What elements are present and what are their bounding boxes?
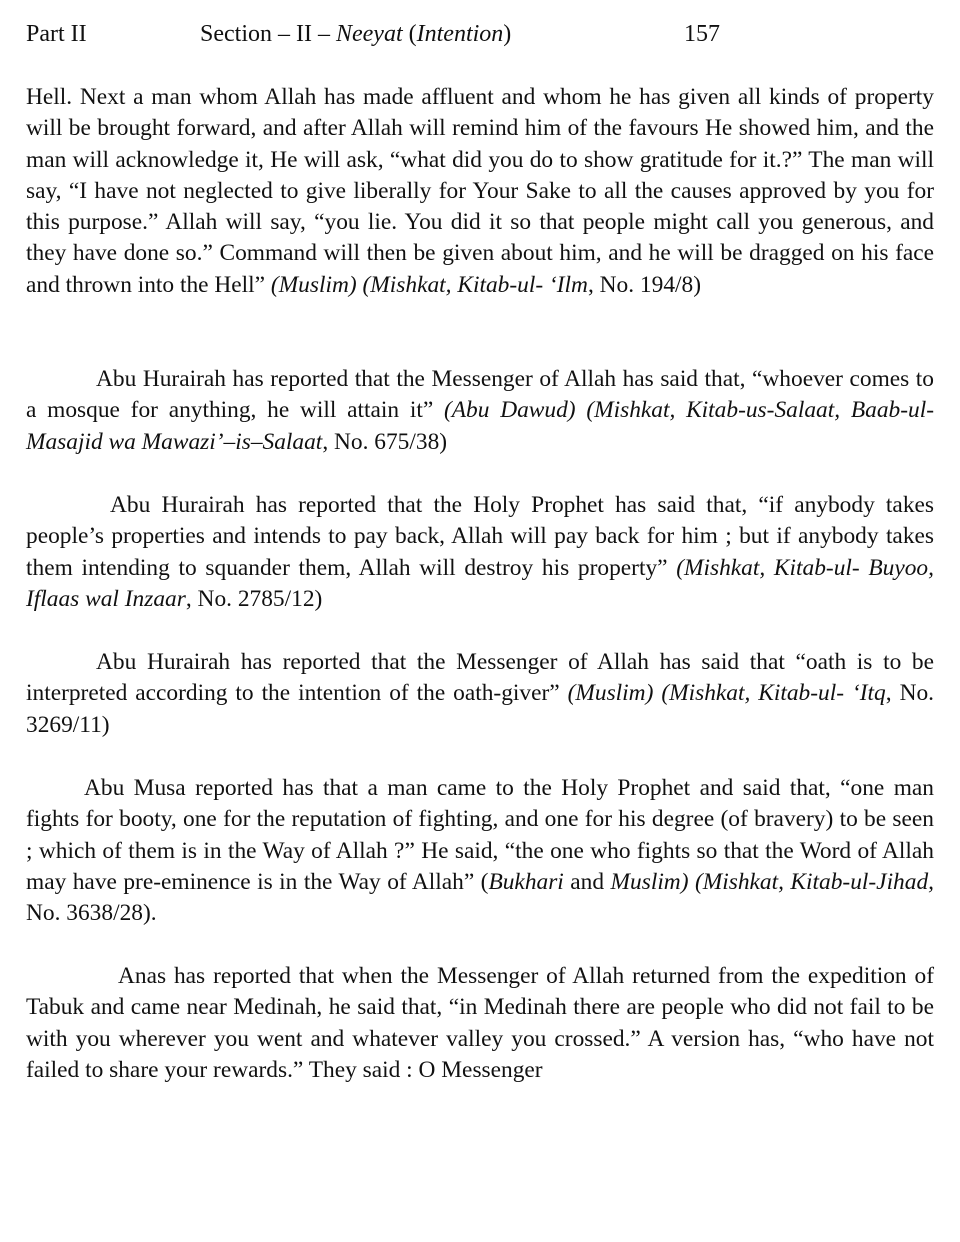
document-page: [26, 18, 934, 1083]
reference-book: (Mishkat, Kitab-ul- ‘Ilm: [356, 271, 588, 298]
running-header: [26, 18, 934, 54]
reference-source: (Muslim): [567, 680, 654, 707]
section-paren-open: (: [402, 21, 417, 47]
reference-number: , No. 675/38): [322, 428, 448, 455]
paragraph-text: Anas has reported that when the Messenger of Allah returned from the expedition of Tabuk and came near Medinah, he said that, “in Medinah there are people who did not fail to be with you wherever you went and whatever valley you crossed.” A version has, “who have not failed to share your rewards.” They said : O Messenger: [26, 963, 934, 1083]
reference-source: (Muslim): [270, 271, 357, 298]
reference-book: Muslim) (Mishkat, Kitab-ul-Jihad,: [610, 868, 934, 895]
section-title: [200, 18, 511, 50]
reference-number: , No. 3269/11): [26, 680, 934, 738]
section-paren-close: ): [503, 21, 512, 47]
section-subtitle: Intention: [416, 21, 504, 47]
reference-book: (Mishkat, Kitab-us-Salaat, Baab-ul-Masajid wa Mawazi’–is–Salaat: [26, 397, 934, 455]
paragraph-3: [26, 490, 934, 615]
page-number: 157: [684, 21, 720, 47]
reference-book: (Mishkat, Kitab-ul- ‘Itq: [653, 680, 886, 707]
reference-number: , No. 194/8): [587, 271, 702, 298]
reference-book: (Mishkat, Kitab-ul- Buyoo, Iflaas wal Inzaar: [26, 554, 934, 612]
paragraph-1: [26, 82, 934, 301]
paragraph-4: [26, 647, 934, 741]
reference-number: No. 3638/28).: [26, 900, 157, 927]
paragraph-text: Abu Musa reported has that a man came to the Holy Prophet and said that, “one man fights for booty, one for the reputation of fighting, and one for his degree (of bravery) to be seen ; which of them is in the Way of Allah ?” He said, “the one who fights so that the Word of Allah may have pre-eminence is in the Way of Allah” (: [26, 775, 934, 895]
section-prefix: Section – II –: [200, 21, 336, 47]
paragraph-text: Abu Hurairah has reported that the Messenger of Allah has said that, “whoever comes to a mosque for anything, he will attain it”: [26, 366, 934, 424]
paragraph-2: [26, 364, 934, 458]
paragraph-6: [26, 961, 934, 1086]
paragraph-text: Abu Hurairah has reported that the Holy Prophet has said that, “if anybody takes people’s properties and intends to pay back, Allah will pay back for him ; but if anybody takes them intending to squander them, Allah will destroy his property”: [26, 492, 934, 581]
paragraph-5: [26, 773, 934, 929]
part-label: Part II: [26, 21, 87, 47]
reference-number: , No. 2785/12): [185, 585, 323, 612]
reference-source: (Abu Dawud): [443, 397, 576, 424]
section-name: Neeyat: [335, 21, 403, 47]
paragraph-text: Hell. Next a man whom Allah has made affluent and whom he has given all kinds of property will be brought forward, and after Allah will remind him of the favours He showed him, and the man will acknowledge it, He will ask, “what did you do to show gratitude for it.?” The man will say, “I have not neglected to give liberally for Your Sake to all the causes approved by you for this purpose.” Allah will say, “you lie. You did it so that people might call you generous, and they have done so.” Command will then be given about him, and he will be dragged on his face and thrown into the Hell”: [26, 84, 934, 298]
paragraph-text: Abu Hurairah has reported that the Messenger of Allah has said that “oath is to be interpreted according to the intention of the oath-giver”: [26, 649, 934, 707]
reference-conjunction: and: [563, 868, 611, 895]
reference-source: Bukhari: [488, 868, 564, 895]
